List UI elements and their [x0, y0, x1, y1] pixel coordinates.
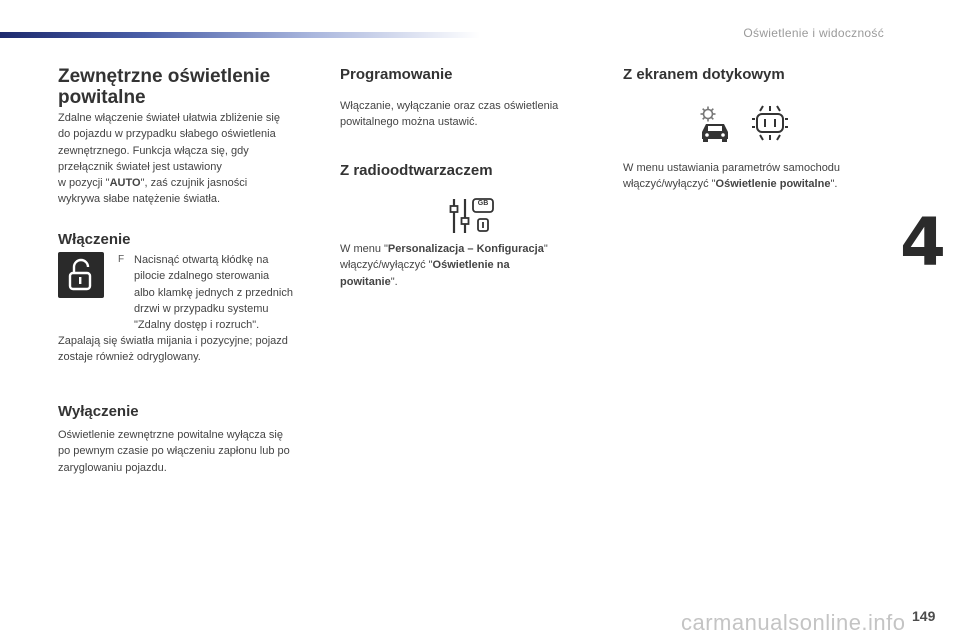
page-title-line2: powitalne: [58, 87, 146, 108]
section-heading-on: Włączenie: [58, 231, 131, 248]
chapter-title: Oświetlenie i widoczność: [743, 26, 884, 40]
section-heading-touchscreen: Z ekranem dotykowym: [623, 66, 785, 83]
intro-line: zewnętrznego. Funkcja włącza się, gdy: [58, 144, 249, 157]
radio-line: ": [543, 243, 548, 255]
touchscreen-line: W menu ustawiania parametrów samochodu: [623, 162, 841, 174]
section-heading-programming: Programowanie: [340, 66, 453, 83]
intro-line: przełącznik świateł jest ustawiony: [58, 160, 222, 173]
chapter-number: 4: [900, 204, 946, 281]
watermark: carmanualsonline.info: [681, 610, 906, 635]
off-text: [58, 427, 290, 476]
auto-label: AUTO: [109, 177, 141, 190]
intro-line: ", zaś czujnik jasności: [140, 177, 248, 190]
unlock-keyhole: [79, 277, 81, 284]
bullet-line: drzwi w przypadku systemu: [134, 302, 269, 315]
section-heading-off: Wyłączenie: [58, 403, 139, 420]
option-name: Oświetlenie powitalne: [715, 178, 831, 191]
page-title: [58, 66, 270, 108]
option-name: powitanie: [340, 275, 391, 288]
on-after-line: zostaje również odryglowany.: [58, 351, 201, 364]
touchscreen-line: włączyć/wyłączyć ": [623, 178, 716, 191]
intro-line: Zdalne włączenie świateł ułatwia zbliżenie się: [58, 112, 280, 124]
bullet-line: albo klamkę jednych z przednich: [134, 286, 293, 299]
radio-line: włączyć/wyłączyć ": [340, 259, 433, 272]
page-number: 149: [912, 608, 936, 624]
intro-line: w pozycji ": [58, 177, 110, 190]
radio-text: [340, 241, 548, 290]
welcome-lighting-icon: [751, 105, 789, 141]
on-after-text: [58, 333, 288, 366]
touchscreen-line: ".: [830, 178, 838, 191]
bullet-marker: F: [118, 254, 125, 265]
programming-line: Włączanie, wyłączanie oraz czas oświetlenia: [340, 100, 559, 112]
bullet-line: pilocie zdalnego sterowania: [134, 270, 270, 283]
bullet-line: Nacisnąć otwartą kłódkę na: [134, 254, 269, 266]
page-title-line1: Zewnętrzne oświetlenie: [58, 66, 271, 87]
option-name: Oświetlenie na: [432, 259, 510, 272]
on-after-line: Zapalają się światła mijania i pozycyjne; pojazd: [58, 335, 288, 347]
intro-paragraph: [58, 110, 280, 208]
touchscreen-text: [623, 160, 840, 193]
intro-line: do pojazdu w przypadku słabego oświetlenia: [58, 128, 276, 141]
programming-line: powitalnego można ustawić.: [340, 116, 478, 129]
on-bullet-text: [134, 252, 324, 333]
radio-line: W menu ": [340, 243, 388, 255]
radio-settings-icon: [448, 196, 496, 236]
off-line: Oświetlenie zewnętrzne powitalne wyłącza się: [58, 429, 283, 441]
intro-line: wykrywa słabe natężenie światła.: [58, 193, 221, 206]
off-line: po pewnym czasie po włączeniu zapłonu lub po: [58, 445, 290, 458]
unlock-icon: [58, 252, 104, 298]
off-line: zaryglowaniu pojazdu.: [58, 461, 167, 474]
bullet-line: "Zdalny dostęp i rozruch".: [134, 319, 260, 332]
radio-icon-label: GB: [477, 200, 489, 207]
programming-text: [340, 98, 558, 131]
unlock-shackle: [74, 260, 88, 273]
menu-name: Personalizacja – Konfiguracja: [387, 243, 544, 255]
car-settings-icon: [698, 106, 732, 142]
header-gradient-bar: [0, 32, 480, 38]
radio-line: ".: [390, 275, 398, 288]
section-heading-radio: Z radioodtwarzaczem: [340, 162, 493, 179]
unlock-icon-box: [58, 252, 104, 298]
